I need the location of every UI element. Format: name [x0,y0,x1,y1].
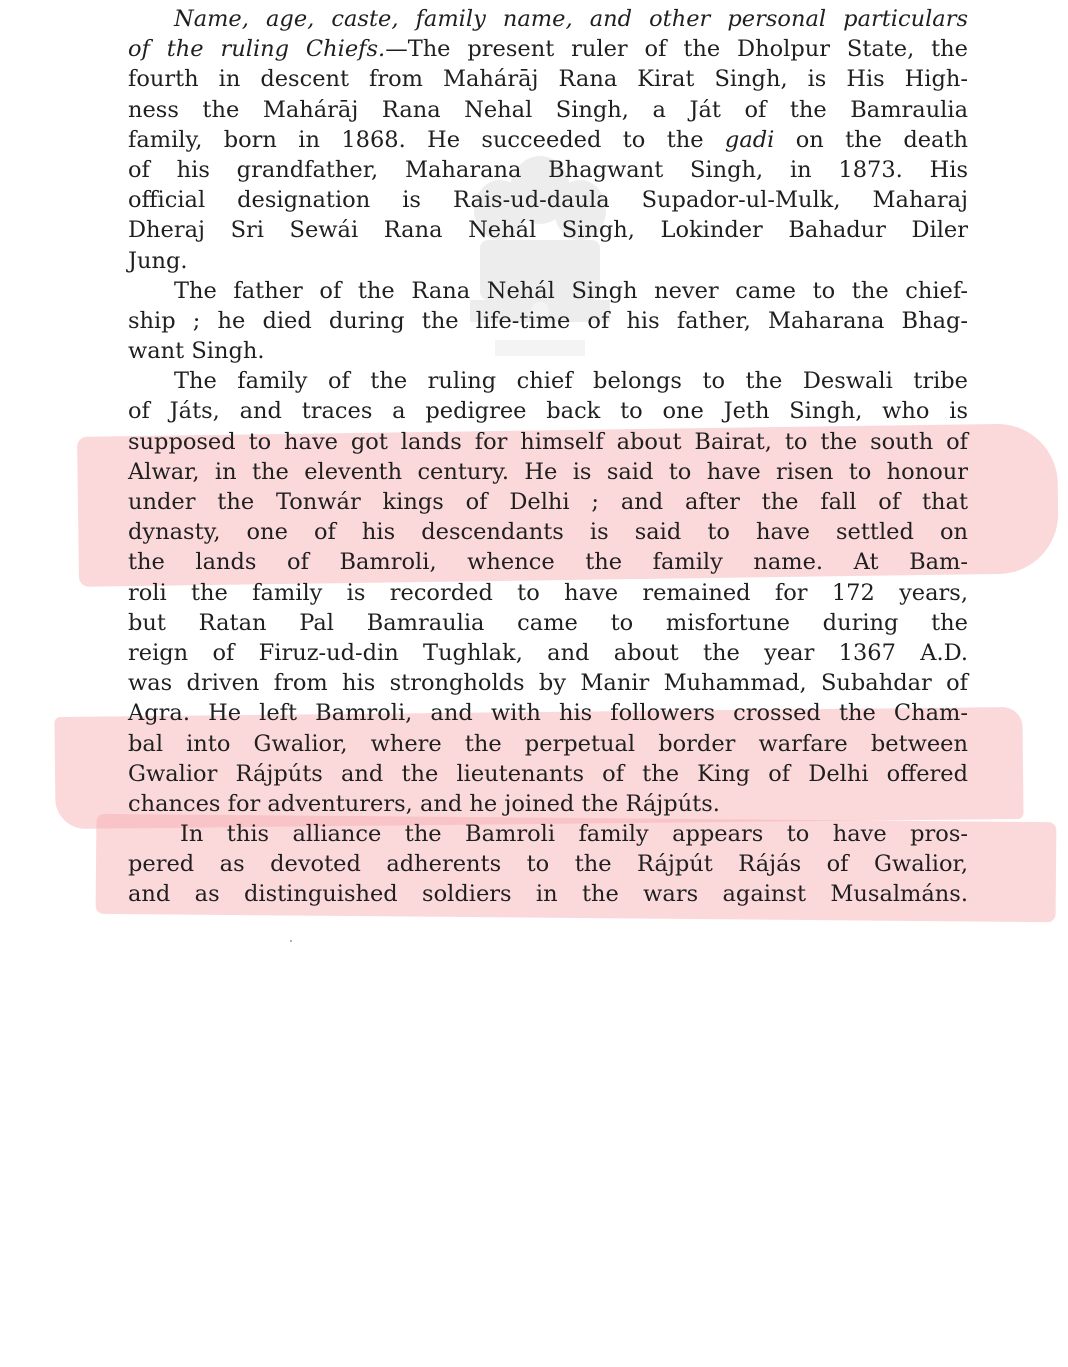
text-run: was driven from his strongholds by Manir Muhammad, Subahdar of [128,670,968,697]
text-line [128,366,968,396]
text-run: Dheraj Sri Sewái Rana Nehál Singh, Lokinder Bahadur Diler [128,217,968,244]
text-line [128,185,968,215]
text-run: In this alliance the Bamroli family appears to have pros- [180,821,968,848]
text-run: Name, age, caste, family name, and other personal particulars [174,6,968,32]
text-run: gadi [724,126,775,153]
text-line [128,819,968,849]
text-line [128,547,968,577]
text-run: The father of the Rana Nehál Singh never came to the chief- [174,277,968,304]
text-run: of Játs, and traces a pedigree back to one Jeth Singh, who is [128,398,968,425]
text-line [128,638,968,668]
text-line [128,4,968,34]
text-run: bal into Gwalior, where the perpetual border warfare between [128,730,968,757]
text-line [128,698,968,728]
text-line [128,759,968,789]
text-line [128,276,968,306]
text-line [128,517,968,547]
text-line [128,487,968,517]
text-line [128,729,968,759]
text-line [128,427,968,457]
text-run: want Singh. [128,338,265,365]
text-line [128,336,968,366]
text-line [128,64,968,94]
text-line [128,578,968,608]
text-line [128,155,968,185]
text-run: of the ruling Chiefs. [128,36,386,63]
text-run: family, born in 1868. He succeeded to the [128,126,725,153]
text-line [128,457,968,487]
text-line [128,246,968,276]
text-line [128,789,968,819]
text-run: reign of Firuz-ud-din Tughlak, and about the year 1367 A.D. [128,639,968,666]
text-run: Agra. He left Bamroli, and with his followers crossed the Cham- [128,700,968,727]
text-run: ship ; he died during the life-time of his father, Maharana Bhag- [128,307,968,334]
text-line [128,306,968,336]
text-run: and as distinguished soldiers in the wars against Musalmáns. [128,881,968,908]
text-run: fourth in descent from Mahárāj Rana Kirat Singh, is His High- [128,66,968,93]
text-run: dynasty, one of his descendants is said to have settled on [128,519,968,546]
text-run: on the death [774,126,968,153]
text-line [128,849,968,879]
text-run: supposed to have got lands for himself about Bairat, to the south of [128,428,968,455]
text-run: official designation is Rais-ud-daula Supador-ul-Mulk, Maharaj [128,187,968,214]
text-line [128,668,968,698]
text-line [128,215,968,245]
body-text [128,4,968,910]
text-run: the lands of Bamroli, whence the family name. At Bam- [128,549,968,576]
text-run: ness the Mahárāj Rana Nehal Singh, a Ját of the Bamraulia [128,96,968,123]
text-line [128,879,968,909]
text-line [128,34,968,64]
speck [290,940,292,942]
text-line [128,608,968,638]
text-run: of his grandfather, Maharana Bhagwant Singh, in 1873. His [128,156,968,183]
text-run: pered as devoted adherents to the Rájpút Rájás of Gwalior, [128,851,968,878]
text-run: but Ratan Pal Bamraulia came to misfortune during the [128,609,968,636]
text-run: Jung. [128,247,188,274]
text-run: —The present ruler of the Dholpur State, the [385,36,968,63]
text-line [128,396,968,426]
text-run: Alwar, in the eleventh century. He is said to have risen to honour [128,458,968,485]
text-run: Gwalior Rájpúts and the lieutenants of the King of Delhi offered [128,760,968,787]
text-run: roli the family is recorded to have remained for 172 years, [128,579,968,606]
text-run: The family of the ruling chief belongs to the Deswali tribe [174,368,968,395]
text-line [128,95,968,125]
text-line [128,125,968,155]
text-run: chances for adventurers, and he joined the Rájpúts. [128,790,720,817]
text-run: under the Tonwár kings of Delhi ; and after the fall of that [128,489,968,515]
